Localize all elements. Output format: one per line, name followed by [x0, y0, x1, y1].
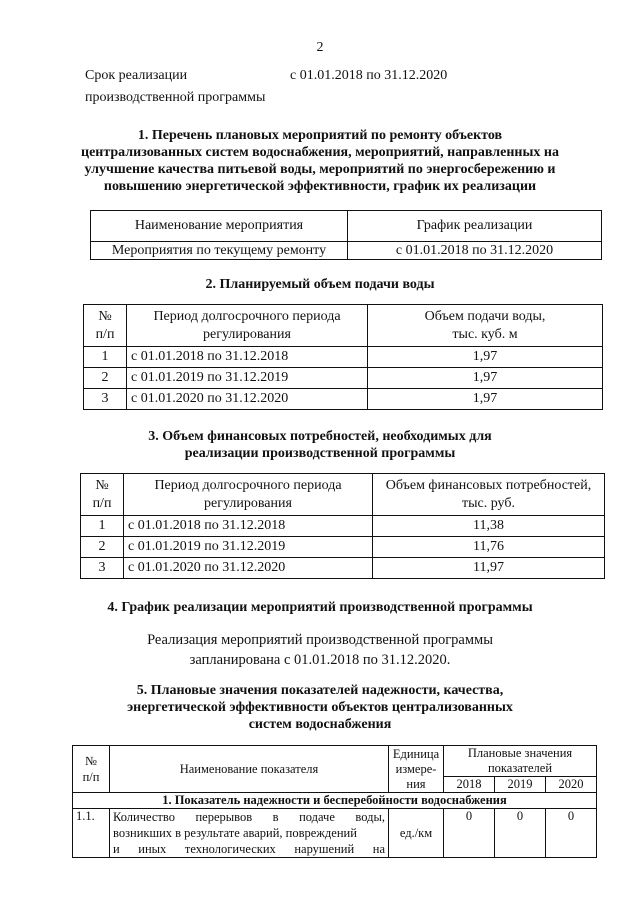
- row-number: 1: [81, 516, 124, 537]
- header-unit-line-3: ния: [406, 776, 426, 791]
- row-period: с 01.01.2019 по 31.12.2019: [127, 368, 368, 389]
- row-period: с 01.01.2018 по 31.12.2018: [127, 347, 368, 368]
- header-number-line-1: №: [95, 477, 109, 493]
- term-value: с 01.01.2018 по 31.12.2020: [290, 68, 448, 83]
- section-3-table: [80, 473, 605, 579]
- section-4-text: [0, 630, 640, 670]
- header-number-line-1: №: [98, 308, 112, 324]
- row-number: 2: [84, 368, 127, 389]
- column-header-number: [84, 305, 127, 347]
- section-2-title: 2. Планируемый объем подачи воды: [205, 277, 435, 292]
- section-1-title-line-4: повышению энергетической эффективности, график их реализации: [103, 179, 537, 194]
- header-period-line-2: регулирования: [203, 326, 291, 342]
- section-4-text-line-1: Реализация мероприятий производственной программы: [147, 632, 493, 648]
- year-2020-header: 2020: [546, 777, 597, 793]
- table-row: [84, 368, 603, 389]
- section-5-title-line-1: 5. Плановые значения показателей надежности, качества,: [136, 683, 504, 698]
- event-schedule: с 01.01.2018 по 31.12.2020: [348, 242, 602, 260]
- section-5-title-line-2: энергетической эффективности объектов централизованных: [127, 700, 513, 715]
- section-3-title-line-1: 3. Объем финансовых потребностей, необходимых для: [148, 429, 492, 444]
- row-period: с 01.01.2019 по 31.12.2019: [124, 537, 373, 558]
- row-value: 11,97: [373, 558, 605, 579]
- term-label-line-1: Срок реализации: [85, 68, 188, 83]
- section-1-title: [0, 127, 640, 195]
- group-title: 1. Показатель надежности и бесперебойности водоснабжения: [73, 793, 597, 809]
- header-number-line-2: п/п: [82, 770, 100, 784]
- column-header-period: [127, 305, 368, 347]
- header-unit-line-1: Единица: [392, 746, 440, 761]
- table-row: [84, 389, 603, 410]
- table-row: [91, 242, 602, 260]
- row-period: с 01.01.2020 по 31.12.2020: [124, 558, 373, 579]
- row-unit: ед./км: [389, 809, 444, 858]
- table-row: [81, 516, 605, 537]
- table-header-row: [91, 211, 602, 242]
- column-header-number: [73, 746, 110, 793]
- section-5-title-line-3: систем водоснабжения: [248, 717, 392, 732]
- section-3-title: [0, 428, 640, 462]
- header-plan-line-2: показателей: [487, 761, 553, 775]
- table-row: [81, 558, 605, 579]
- header-period-line-2: регулирования: [204, 495, 292, 511]
- column-header-unit: [389, 746, 444, 793]
- column-header-plan-values: [444, 746, 597, 777]
- table-header-row: [81, 474, 605, 516]
- row-value-2018: 0: [444, 809, 495, 858]
- header-value-line-2: тыс. куб. м: [452, 326, 518, 342]
- column-header-water-volume: [368, 305, 603, 347]
- row-value: 11,76: [373, 537, 605, 558]
- year-2018-header: 2018: [444, 777, 495, 793]
- header-plan-line-1: Плановые значения: [467, 746, 573, 760]
- term-label: [85, 65, 265, 109]
- column-header-schedule: График реализации: [348, 211, 602, 242]
- column-header-event: Наименование мероприятия: [91, 211, 348, 242]
- section-4-text-line-2: запланирована с 01.01.2018 по 31.12.2020.: [189, 652, 451, 668]
- section-5-table: [72, 745, 597, 858]
- row-number: 2: [81, 537, 124, 558]
- column-header-indicator: Наименование показателя: [110, 746, 389, 793]
- event-name: Мероприятия по текущему ремонту: [91, 242, 348, 260]
- header-period-line-1: Период долгосрочного периода: [153, 308, 341, 324]
- table-row: [84, 347, 603, 368]
- indicator-line-3: и иных технологических нарушений на: [113, 842, 385, 856]
- header-number-line-1: №: [85, 754, 97, 768]
- row-value-2020: 0: [546, 809, 597, 858]
- row-number: 1.1.: [73, 809, 110, 858]
- table-header-row: [73, 746, 597, 777]
- section-5-title: [0, 682, 640, 733]
- header-unit-line-2: измере-: [395, 761, 437, 776]
- row-value: 1,97: [368, 347, 603, 368]
- row-value: 1,97: [368, 389, 603, 410]
- indicator-line-2: возникших в результате аварий, повреждений: [113, 826, 357, 840]
- header-number-line-2: п/п: [95, 326, 115, 342]
- row-indicator-name: [110, 809, 389, 858]
- section-1-title-line-1: 1. Перечень плановых мероприятий по ремонту объектов: [137, 128, 503, 143]
- header-period-line-1: Период долгосрочного периода: [154, 477, 342, 493]
- column-header-period: [124, 474, 373, 516]
- row-number: 3: [81, 558, 124, 579]
- row-period: с 01.01.2020 по 31.12.2020: [127, 389, 368, 410]
- row-period: с 01.01.2018 по 31.12.2018: [124, 516, 373, 537]
- header-number-line-2: п/п: [92, 495, 112, 511]
- row-value: 11,38: [373, 516, 605, 537]
- row-number: 3: [84, 389, 127, 410]
- section-1-table: [90, 210, 602, 260]
- column-header-financial-needs: [373, 474, 605, 516]
- term-label-line-2: производственной программы: [85, 90, 266, 105]
- page-number: 2: [316, 40, 324, 55]
- table-row: [81, 537, 605, 558]
- row-value-2019: 0: [495, 809, 546, 858]
- row-number: 1: [84, 347, 127, 368]
- table-row: [73, 809, 597, 858]
- section-3-title-line-2: реализации производственной программы: [184, 446, 456, 461]
- year-2019-header: 2019: [495, 777, 546, 793]
- row-value: 1,97: [368, 368, 603, 389]
- table-group-row: [73, 793, 597, 809]
- table-header-row: [84, 305, 603, 347]
- section-2-table: [83, 304, 603, 410]
- header-value-line-1: Объем финансовых потребностей,: [385, 477, 592, 493]
- section-1-title-line-3: улучшение качества питьевой воды, мероприятий по энергосбережению и: [84, 162, 556, 177]
- column-header-number: [81, 474, 124, 516]
- section-4-title: 4. График реализации мероприятий производственной программы: [107, 600, 533, 615]
- header-value-line-1: Объем подачи воды,: [424, 308, 546, 324]
- section-1-title-line-2: централизованных систем водоснабжения, мероприятий, направленных на: [81, 145, 559, 160]
- indicator-line-1: Количество перерывов в подаче воды,: [113, 810, 385, 824]
- header-value-line-2: тыс. руб.: [462, 495, 515, 511]
